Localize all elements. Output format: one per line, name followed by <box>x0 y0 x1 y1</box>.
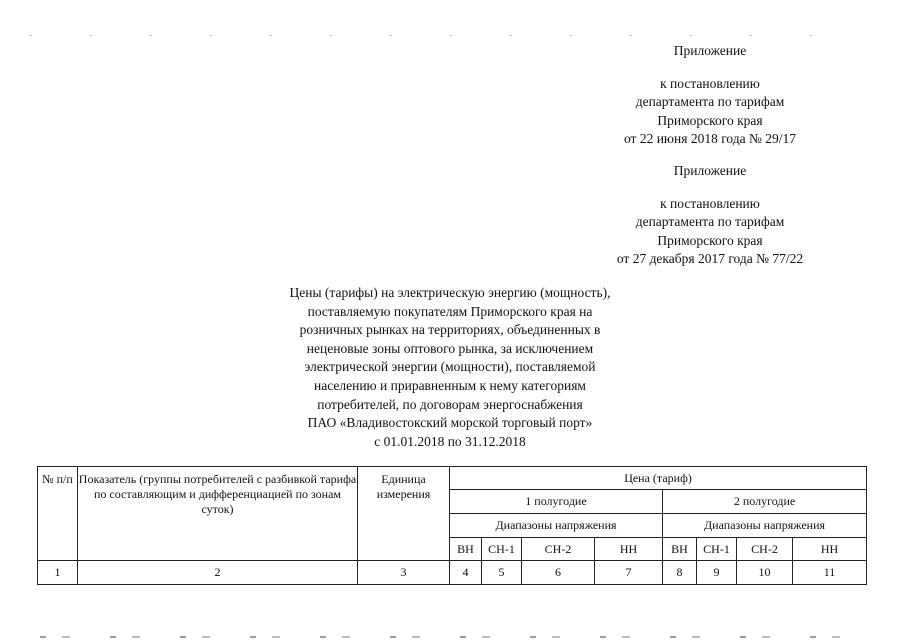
title-line: розничных рынках на территориях, объединенных в <box>299 322 601 338</box>
appendix-line: департамента по тарифам <box>635 94 785 109</box>
voltage-code-cell: НН <box>793 538 867 561</box>
scan-artifact-line <box>30 35 870 36</box>
title-line: поставляемую покупателям Приморского края на <box>307 303 593 319</box>
header-indicator: Показатель (группы потребителей с разбивкой тарифа по составляющим и дифференциацией по зонам суток) <box>78 467 358 561</box>
title-line: Цены (тарифы) на электрическую энергию (мощность), <box>289 285 611 300</box>
title-line: с 01.01.2018 по 31.12.2018 <box>374 433 526 449</box>
appendix-heading: Приложение <box>673 163 747 178</box>
title-line: ПАО «Владивостокский морской торговый порт» <box>307 415 593 431</box>
column-number-cell: 6 <box>522 561 595 585</box>
appendix-line: к постановлению <box>660 195 760 211</box>
header-voltage-ranges-h1: Диапазоны напряжения <box>450 514 663 538</box>
voltage-code-cell: СН-1 <box>482 538 522 561</box>
header-half1: 1 полугодие <box>450 490 663 514</box>
voltage-code-cell: НН <box>595 538 663 561</box>
column-number-cell: 5 <box>482 561 522 585</box>
header-half2: 2 полугодие <box>663 490 867 514</box>
appendix-date: от 27 декабря 2017 года № 77/22 <box>616 251 804 266</box>
voltage-code-cell: ВН <box>450 538 482 561</box>
title-line: неценовые зоны оптового рынка, за исключением <box>306 340 594 356</box>
appendix-line: департамента по тарифам <box>635 214 785 229</box>
appendix-date: от 22 июня 2018 года № 29/17 <box>623 131 797 146</box>
scan-artifact-bottom <box>40 636 880 638</box>
column-number-cell: 4 <box>450 561 482 585</box>
appendix-line: Приморского края <box>657 232 763 248</box>
header-unit: Единица измерения <box>358 467 450 561</box>
voltage-code-cell: СН-2 <box>737 538 793 561</box>
column-number-cell: 2 <box>78 561 358 585</box>
appendix-line: к постановлению <box>660 75 760 91</box>
voltage-code-cell: ВН <box>663 538 697 561</box>
tariff-table <box>37 466 867 585</box>
column-number-cell: 7 <box>595 561 663 585</box>
appendix-block-current <box>600 42 820 149</box>
header-price: Цена (тариф) <box>450 467 867 490</box>
column-number-cell: 11 <box>793 561 867 585</box>
header-num: № п/п <box>38 467 78 561</box>
voltage-code-cell: СН-1 <box>697 538 737 561</box>
column-number-cell: 10 <box>737 561 793 585</box>
header-voltage-ranges-h2: Диапазоны напряжения <box>663 514 867 538</box>
appendix-block-original <box>590 162 830 269</box>
voltage-code-cell: СН-2 <box>522 538 595 561</box>
title-line: электрической энергии (мощности), поставляемой <box>304 359 596 375</box>
appendix-heading: Приложение <box>673 43 747 58</box>
appendix-line: Приморского края <box>657 112 763 128</box>
column-number-cell: 3 <box>358 561 450 585</box>
column-number-cell: 1 <box>38 561 78 585</box>
title-line: потребителей, по договорам энергоснабжения <box>317 396 583 412</box>
document-title <box>250 284 650 451</box>
title-line: населению и приравненным к нему категориям <box>314 377 586 393</box>
column-number-cell: 8 <box>663 561 697 585</box>
column-number-cell: 9 <box>697 561 737 585</box>
